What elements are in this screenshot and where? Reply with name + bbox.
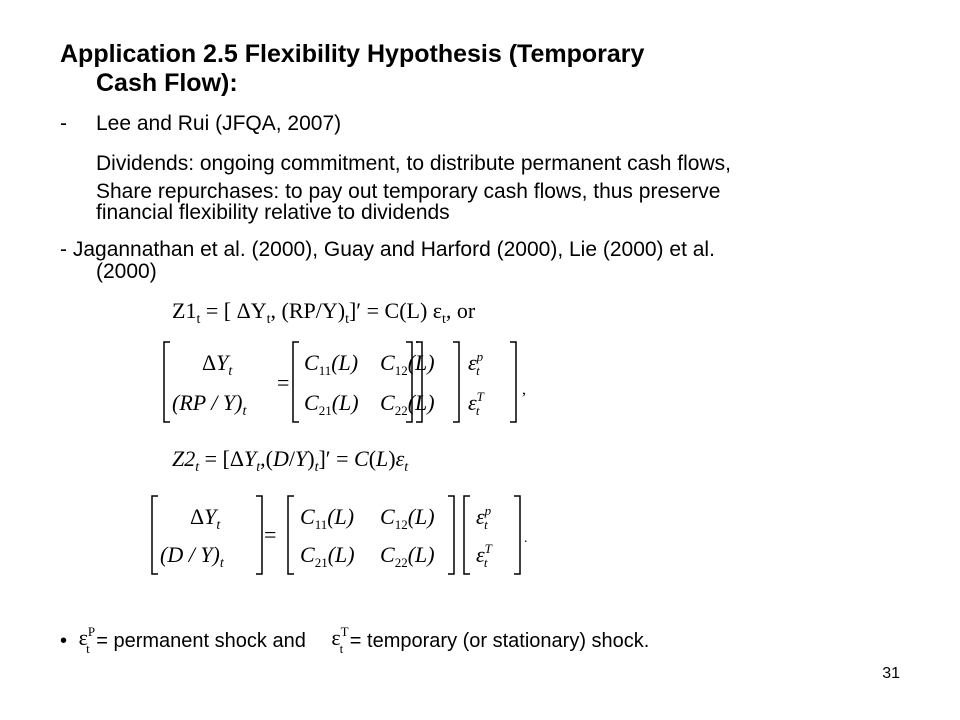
bullet-4-line-1 <box>60 238 715 262</box>
svg-text:.: . <box>524 531 528 546</box>
svg-text:=: = <box>277 370 290 395</box>
temp-sup: T <box>340 624 349 639</box>
perm-sub: t <box>86 641 90 656</box>
svg-text:(RP / Y)t: $(RP / Y)_t$ <box>172 390 247 419</box>
epsilon-t-symbol: $\varepsilon^T_t$ <box>331 624 349 656</box>
temp-sub: t <box>339 641 344 656</box>
bullet-3-line-2: financial flexibility relative to dividends <box>96 201 450 224</box>
matrix-equation-2 <box>148 492 538 578</box>
bullet-2-text: Dividends: ongoing commitment, to distribute permanent cash flows, <box>96 152 731 175</box>
svg-text:ΔYt: $\Delta Y_t$ <box>202 350 233 379</box>
equation-z1: $Z1_t$ = [ $\Delta Y_t$, $(RP/Y)_t]' = C(L)$ $\varepsilon_t$, or <box>172 298 476 327</box>
title-line-1: Application 2.5 Flexibility Hypothesis (Temporary <box>60 40 645 68</box>
svg-text:=: = <box>264 522 277 547</box>
svg-text:C12(L): $C_{12}(L)$ <box>380 350 435 378</box>
bullet-1-text: Lee and Rui (JFQA, 2007) <box>96 112 342 135</box>
z2-subscript: t <box>195 460 200 475</box>
bullet-4-line-2: (2000) <box>96 260 157 283</box>
title-line-2: Cash Flow): <box>96 69 238 97</box>
svg-text:C21(L): $C_{21}(L)$ <box>300 542 355 570</box>
page-number: 31 <box>882 665 900 682</box>
bullet-dot: • <box>60 630 68 652</box>
perm-text: = permanent shock and <box>96 630 306 652</box>
bullet-1 <box>60 112 342 136</box>
shock-legend <box>60 622 650 656</box>
dash-marker: - <box>60 112 67 135</box>
perm-sup: P <box>87 624 96 639</box>
temp-text: = temporary (or stationary) shock. <box>349 630 650 652</box>
svg-text:εTt: $\varepsilon^T$ t <box>468 389 484 418</box>
z1-subscript: t <box>196 312 201 327</box>
svg-text:εpt: $\varepsilon^p$ t <box>476 503 492 532</box>
z1-rhs: = C(L) ε <box>366 298 443 323</box>
svg-text:(D / Y)t: $(D / Y)_t$ <box>160 542 224 571</box>
matrix-equation-1 <box>160 338 540 426</box>
dash-marker: - <box>60 238 67 261</box>
svg-text:C22(L): $C_{22}(L)$ <box>380 542 435 570</box>
svg-text:C22(L): $C_{22}(L)$ <box>380 390 435 418</box>
z1-label: Z1 <box>172 298 197 323</box>
epsilon-p-symbol: $\varepsilon^P_t$ <box>78 624 96 656</box>
svg-text:ΔYt: $\Delta Y_t$ <box>190 504 221 533</box>
svg-text:εTt: $\varepsilon^T$ t <box>476 541 492 570</box>
slide-title <box>60 40 920 98</box>
svg-text:C11(L): $C_{11}(L)$ <box>300 504 355 532</box>
svg-text:C11(L): $C_{11}(L)$ <box>304 350 359 378</box>
svg-text:,: , <box>522 381 526 398</box>
z1-or: or <box>456 298 476 323</box>
equation-z2: $Z2_t = [\Delta Y_t,(D/Y)_t]' = C(L)\varepsilon_t$ <box>172 446 409 475</box>
svg-text:εpt: $\varepsilon^p$ t <box>468 349 484 378</box>
z2-label: Z2 <box>172 446 196 471</box>
bullet-4-text: Jagannathan et al. (2000), Guay and Harford (2000), Lie (2000) et al. <box>72 238 715 261</box>
svg-text:C12(L): $C_{12}(L)$ <box>380 504 435 532</box>
svg-text:C21(L): $C_{21}(L)$ <box>304 390 359 418</box>
bullet-3-line-1: Share repurchases: to pay out temporary cash flows, thus preserve <box>96 180 721 203</box>
